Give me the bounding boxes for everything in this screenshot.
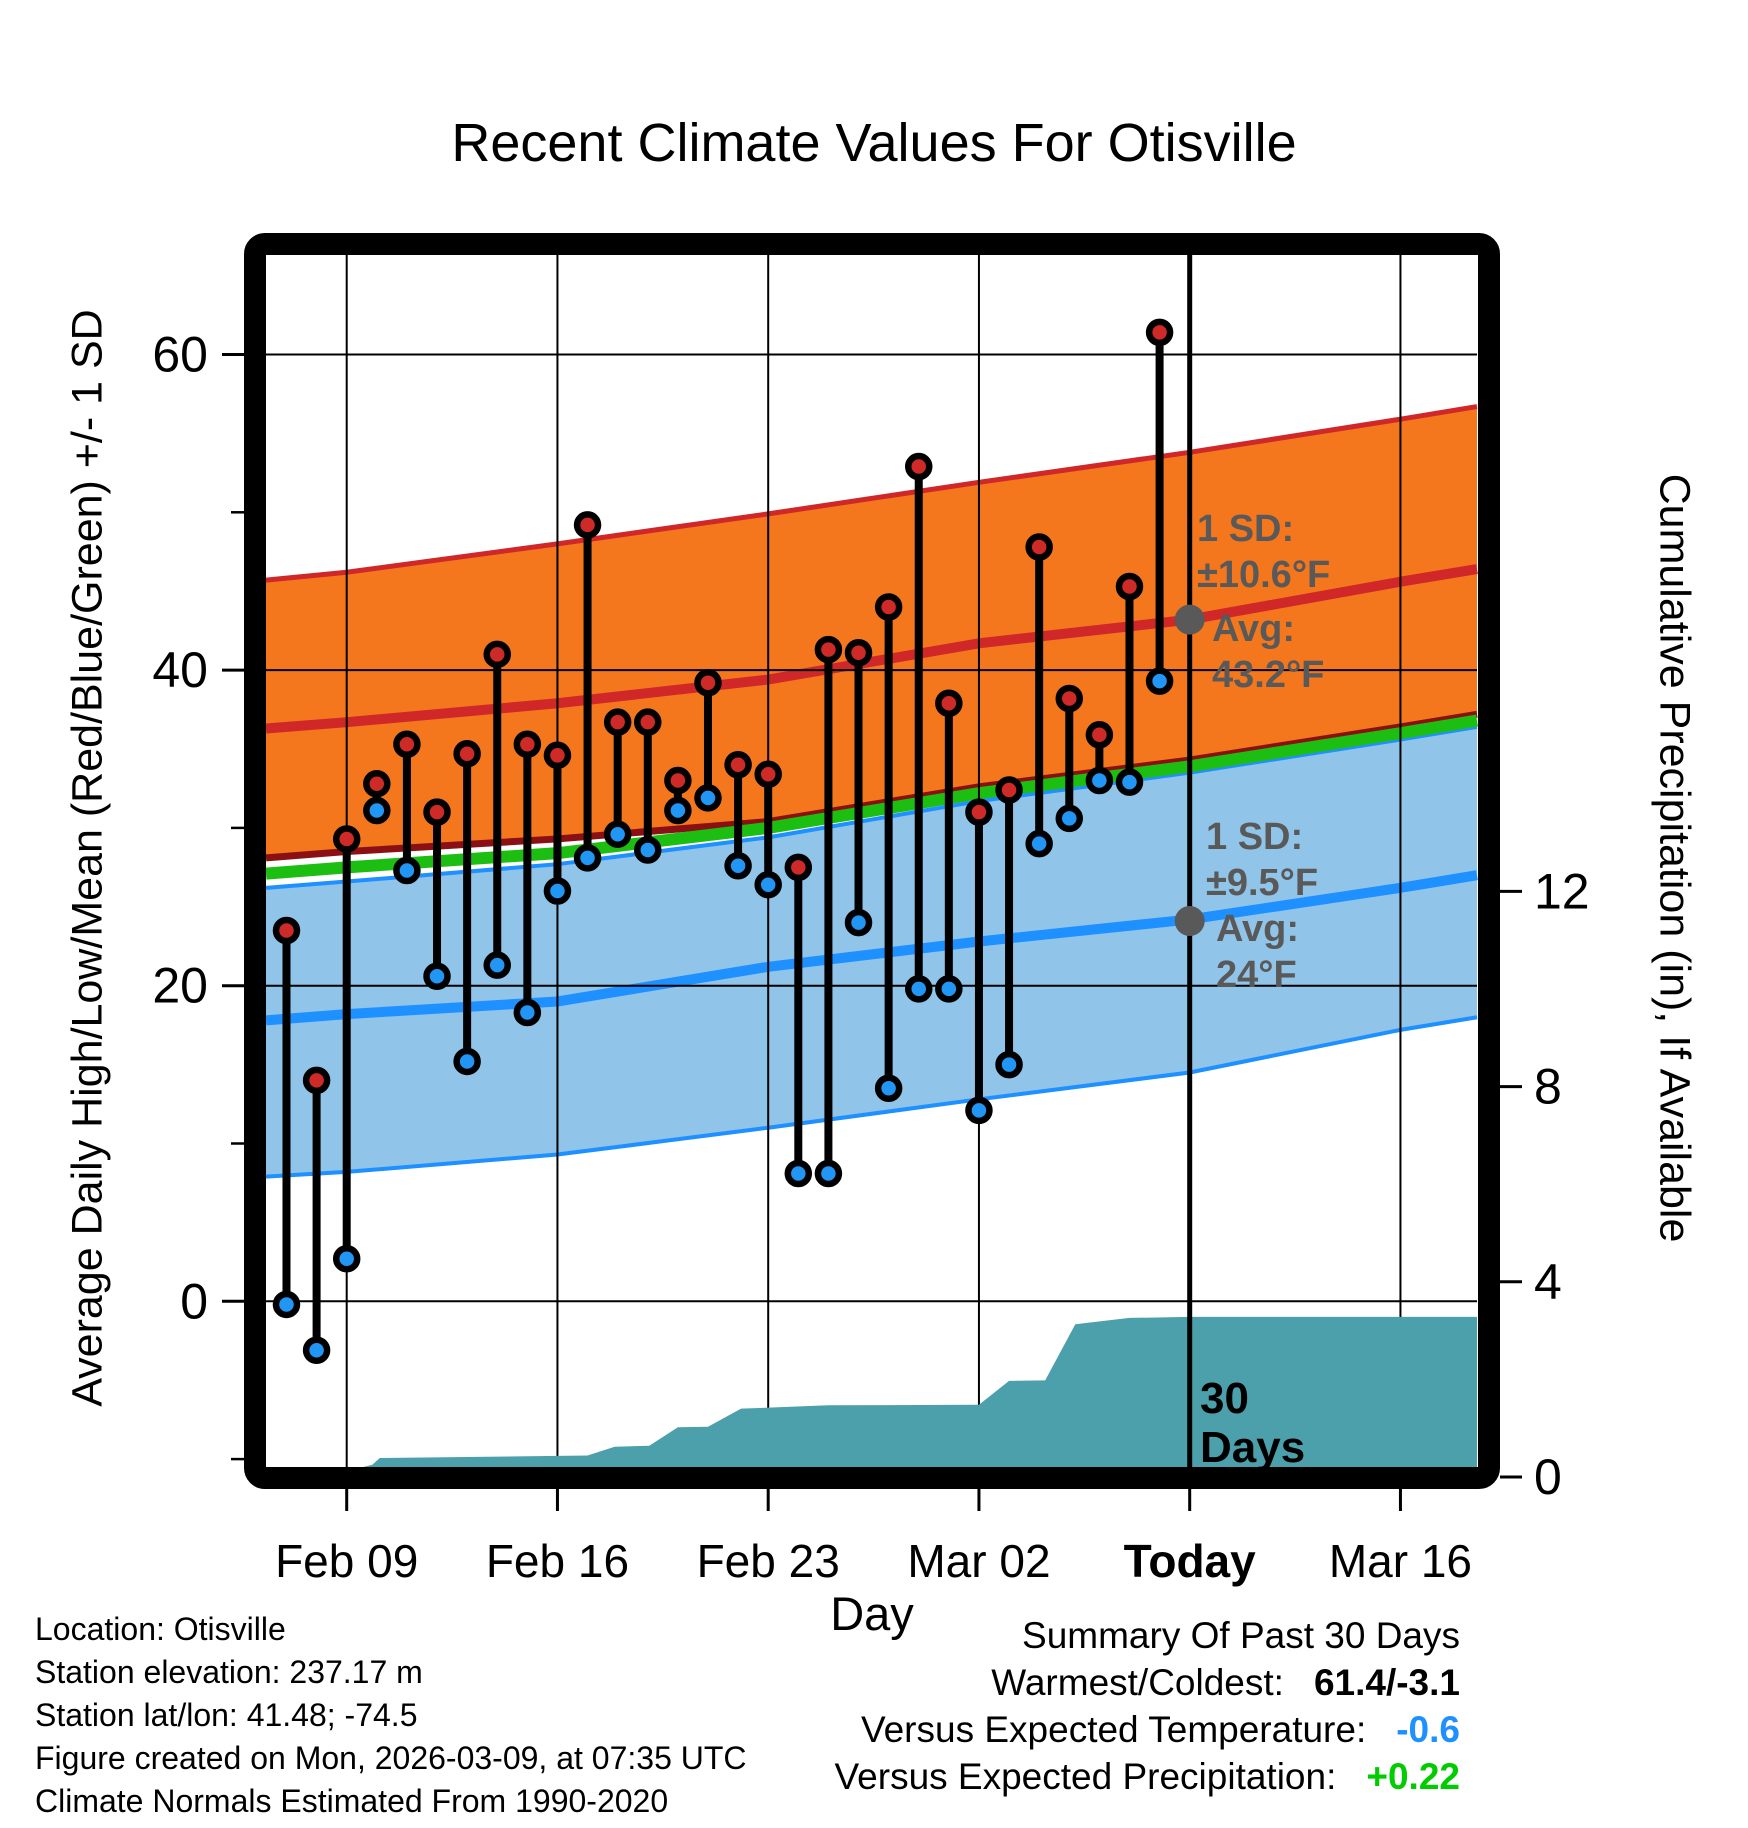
right-tick-label: 8 bbox=[1534, 1058, 1562, 1115]
high-dot bbox=[1149, 322, 1170, 343]
station-info bbox=[35, 1608, 747, 1823]
high-dot bbox=[577, 514, 598, 535]
summary-row-warmest-coldest bbox=[835, 1659, 1460, 1706]
left-tick-label: 60 bbox=[152, 326, 208, 383]
left-tick-label: 0 bbox=[180, 1273, 208, 1330]
high-dot bbox=[938, 693, 959, 714]
annotation-high-avg-line2: 43.2°F bbox=[1212, 654, 1325, 696]
annotation-high-avg bbox=[1212, 606, 1324, 698]
low-dot bbox=[968, 1100, 989, 1121]
low-dot bbox=[366, 800, 387, 821]
low-dot bbox=[637, 839, 658, 860]
left-tick-label: 40 bbox=[152, 642, 208, 699]
low-dot bbox=[728, 855, 749, 876]
low-dot bbox=[818, 1163, 839, 1184]
right-tick-label: 4 bbox=[1534, 1253, 1562, 1310]
low-dot bbox=[878, 1078, 899, 1099]
summary-row-vs-temperature bbox=[835, 1706, 1460, 1753]
low-dot bbox=[1119, 772, 1140, 793]
low-dot bbox=[908, 978, 929, 999]
summary-row-vs-precipitation bbox=[835, 1753, 1460, 1800]
high-dot bbox=[487, 644, 508, 665]
summary-value: -0.6 bbox=[1396, 1709, 1460, 1750]
annotation-30-days-line2: Days bbox=[1200, 1423, 1306, 1472]
low-dot bbox=[457, 1051, 478, 1072]
high-dot bbox=[878, 596, 899, 617]
low-dot bbox=[487, 955, 508, 976]
high-dot bbox=[848, 642, 869, 663]
high-dot bbox=[1059, 688, 1080, 709]
high-dot bbox=[818, 639, 839, 660]
high-dot bbox=[427, 802, 448, 823]
avg-marker-dot bbox=[1175, 605, 1205, 635]
low-dot bbox=[758, 874, 779, 895]
summary-block bbox=[835, 1612, 1460, 1800]
x-tick-label: Feb 23 bbox=[696, 1535, 840, 1587]
summary-value: +0.22 bbox=[1366, 1756, 1460, 1797]
low-dot bbox=[1059, 808, 1080, 829]
low-dot bbox=[336, 1248, 357, 1269]
x-tick-label: Mar 16 bbox=[1328, 1535, 1473, 1587]
high-dot bbox=[607, 712, 628, 733]
x-tick-label: Mar 02 bbox=[907, 1535, 1051, 1587]
annotation-30-days-line1: 30 bbox=[1200, 1374, 1249, 1423]
low-dot bbox=[938, 978, 959, 999]
high-dot bbox=[396, 734, 417, 755]
annotation-low-avg bbox=[1216, 906, 1299, 998]
x-axis-label: Day bbox=[830, 1587, 914, 1640]
station-latlon: Station lat/lon: 41.48; -74.5 bbox=[35, 1697, 418, 1733]
high-dot bbox=[306, 1070, 327, 1091]
low-dot bbox=[427, 966, 448, 987]
high-dot bbox=[788, 857, 809, 878]
station-location: Location: Otisville bbox=[35, 1611, 286, 1647]
high-dot bbox=[547, 745, 568, 766]
annotation-high-avg-line1: Avg: bbox=[1212, 608, 1296, 650]
low-dot bbox=[577, 847, 598, 868]
low-dot bbox=[999, 1054, 1020, 1075]
low-dot bbox=[276, 1294, 297, 1315]
summary-value: 61.4/-3.1 bbox=[1313, 1662, 1460, 1703]
high-dot bbox=[728, 754, 749, 775]
high-dot bbox=[758, 764, 779, 785]
annotation-high-sd-line2: ±10.6°F bbox=[1197, 554, 1331, 596]
low-dot bbox=[848, 912, 869, 933]
x-tick-label: Today bbox=[1123, 1535, 1256, 1587]
low-dot bbox=[667, 800, 688, 821]
annotation-high-sd bbox=[1197, 506, 1330, 598]
low-dot bbox=[396, 860, 417, 881]
high-dot bbox=[637, 712, 658, 733]
x-tick-label: Feb 16 bbox=[485, 1535, 630, 1587]
low-dot bbox=[1029, 833, 1050, 854]
x-tick-label: Feb 09 bbox=[275, 1535, 419, 1587]
low-dot bbox=[547, 881, 568, 902]
annotation-low-avg-line2: 24°F bbox=[1216, 954, 1297, 996]
climate-normals-line: Climate Normals Estimated From 1990-2020 bbox=[35, 1783, 669, 1819]
high-dot bbox=[999, 780, 1020, 801]
high-dot bbox=[1029, 537, 1050, 558]
high-dot bbox=[276, 920, 297, 941]
high-dot bbox=[457, 743, 478, 764]
left-axis-label: Average Daily High/Low/Mean (Red/Blue/Green) +/- 1 SD bbox=[63, 309, 112, 1407]
low-dot bbox=[306, 1340, 327, 1361]
low-dot bbox=[607, 824, 628, 845]
annotation-30-days bbox=[1200, 1374, 1305, 1472]
high-dot bbox=[517, 734, 538, 755]
high-dot bbox=[697, 672, 718, 693]
right-tick-label: 0 bbox=[1534, 1449, 1562, 1505]
low-dot bbox=[697, 787, 718, 808]
high-dot bbox=[908, 456, 929, 477]
right-tick-label: 12 bbox=[1534, 863, 1590, 920]
low-dot bbox=[1149, 671, 1170, 692]
annotation-low-sd-line2: ±9.5°F bbox=[1206, 862, 1319, 904]
summary-label: Versus Expected Precipitation: bbox=[834, 1756, 1337, 1797]
summary-label: Warmest/Coldest: bbox=[991, 1662, 1284, 1703]
high-dot bbox=[968, 802, 989, 823]
high-dot bbox=[1119, 576, 1140, 597]
station-elevation: Station elevation: 237.17 m bbox=[35, 1654, 423, 1690]
low-dot bbox=[1089, 770, 1110, 791]
precip-area bbox=[363, 1317, 1477, 1467]
avg-marker-dot bbox=[1175, 906, 1205, 936]
left-tick-label: 20 bbox=[152, 957, 208, 1014]
high-dot bbox=[667, 770, 688, 791]
high-dot bbox=[366, 773, 387, 794]
low-dot bbox=[788, 1163, 809, 1184]
annotation-low-sd-line1: 1 SD: bbox=[1206, 816, 1304, 858]
low-dot bbox=[517, 1002, 538, 1023]
high-dot bbox=[1089, 724, 1110, 745]
annotation-high-sd-line1: 1 SD: bbox=[1197, 508, 1295, 550]
high-dot bbox=[336, 828, 357, 849]
annotation-low-sd bbox=[1206, 814, 1318, 906]
chart-title: Recent Climate Values For Otisville bbox=[451, 113, 1297, 173]
right-axis-label: Cumulative Precipitation (in), If Available bbox=[1650, 473, 1699, 1243]
figure-created-line: Figure created on Mon, 2026-03-09, at 07:35 UTC bbox=[35, 1740, 747, 1776]
summary-title: Summary Of Past 30 Days bbox=[1022, 1615, 1460, 1656]
annotation-low-avg-line1: Avg: bbox=[1216, 908, 1300, 950]
summary-label: Versus Expected Temperature: bbox=[860, 1709, 1367, 1750]
